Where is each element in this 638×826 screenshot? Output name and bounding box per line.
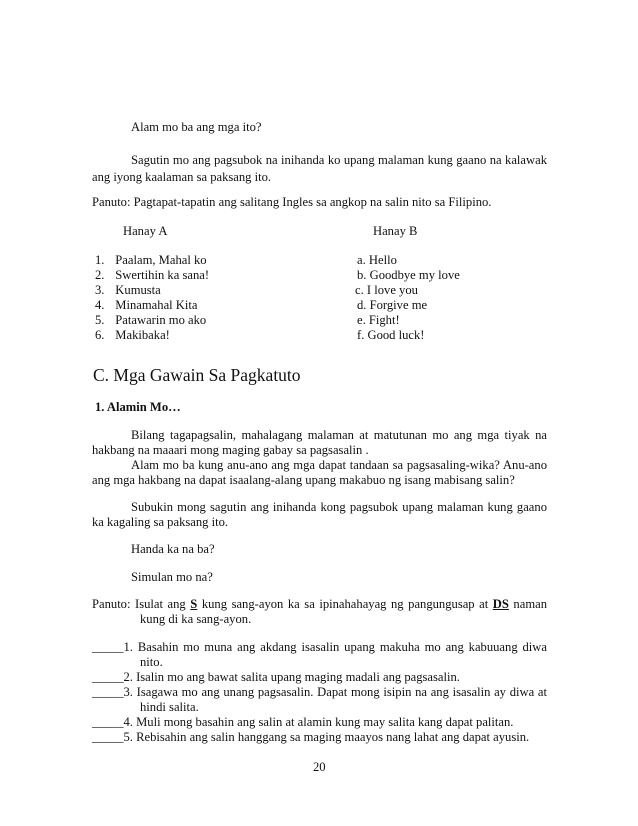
paragraph-line: ang mga hakbang na dapat isaalang-alang upang makabuo ng isang mabisang salin? bbox=[92, 473, 515, 487]
statement-item: _____5. Rebisahin ang salin hanggang sa maging maayos nang lahat ang dapat ayusin. bbox=[92, 730, 530, 744]
list-item: 4. Minamahal Kita bbox=[95, 298, 198, 312]
list-item: d. Forgive me bbox=[357, 298, 428, 312]
statement-item: _____2. Isalin mo ang bawat salita upang maging madali ang pagsasalin. bbox=[92, 670, 460, 684]
panuto-agree-disagree: Panuto: Isulat ang S kung sang-ayon ka sa ipinahahayag ng pangungusap at DS naman bbox=[92, 597, 548, 611]
page-number: 20 bbox=[313, 760, 326, 774]
list-item: f. Good luck! bbox=[357, 328, 425, 342]
list-item: b. Goodbye my love bbox=[357, 268, 460, 282]
list-item: a. Hello bbox=[357, 253, 397, 267]
simulan-line: Simulan mo na? bbox=[131, 570, 213, 584]
list-item: 1. Paalam, Mahal ko bbox=[95, 253, 207, 267]
list-item: 6. Makibaka! bbox=[95, 328, 170, 342]
hanay-b-header: Hanay B bbox=[373, 224, 418, 238]
statement-item-continuation: nito. bbox=[140, 655, 163, 669]
statement-item: _____1. Basahin mo muna ang akdang isasalin upang makuha mo ang kabuuang diwa bbox=[92, 640, 547, 654]
list-item: e. Fight! bbox=[357, 313, 400, 327]
handa-line: Handa ka na ba? bbox=[131, 542, 215, 556]
statement-item-continuation: hindi salita. bbox=[140, 700, 199, 714]
paragraph-line: hakbang na maaari mong maging gabay sa pagsasalin . bbox=[92, 443, 369, 457]
paragraph-line: Bilang tagapagsalin, mahalagang malaman at matutunan mo ang mga tiyak na bbox=[131, 428, 547, 442]
intro-paragraph-line1: Sagutin mo ang pagsubok na inihanda ko upang malaman kung gaano na kalawak bbox=[131, 153, 547, 167]
s-term: S bbox=[190, 597, 198, 611]
paragraph-line: ka kagaling sa paksang ito. bbox=[92, 515, 229, 529]
list-item: c. I love you bbox=[355, 283, 418, 297]
list-item: 3. Kumusta bbox=[95, 283, 161, 297]
intro-question: Alam mo ba ang mga ito? bbox=[131, 120, 262, 134]
hanay-a-header: Hanay A bbox=[123, 224, 168, 238]
panuto-matching: Panuto: Pagtapat-tapatin ang salitang Ingles sa angkop na salin nito sa Filipino. bbox=[92, 195, 492, 209]
statement-item: _____3. Isagawa mo ang unang pagsasalin. Dapat mong isipin na ang isasalin ay diwa at bbox=[92, 685, 547, 699]
list-item: 2. Swertihin ka sana! bbox=[95, 268, 210, 282]
section-heading: C. Mga Gawain Sa Pagkatuto bbox=[93, 365, 301, 385]
paragraph-line: Subukin mong sagutin ang inihanda kong pagsubok upang malaman kung gaano bbox=[131, 500, 547, 514]
subheading-alamin-mo: 1. Alamin Mo… bbox=[95, 400, 181, 414]
ds-term: DS bbox=[492, 597, 509, 611]
list-item: 5. Patawarin mo ako bbox=[95, 313, 207, 327]
paragraph-line: Alam mo ba kung anu-ano ang mga dapat tandaan sa pagsasaling-wika? Anu-ano bbox=[131, 458, 547, 472]
intro-paragraph-line2: ang iyong kaalaman sa paksang ito. bbox=[92, 170, 272, 184]
panuto-agree-disagree-line2: kung di ka sang-ayon. bbox=[140, 612, 252, 626]
statement-item: _____4. Muli mong basahin ang salin at alamin kung may salita kang dapat palitan. bbox=[92, 715, 514, 729]
